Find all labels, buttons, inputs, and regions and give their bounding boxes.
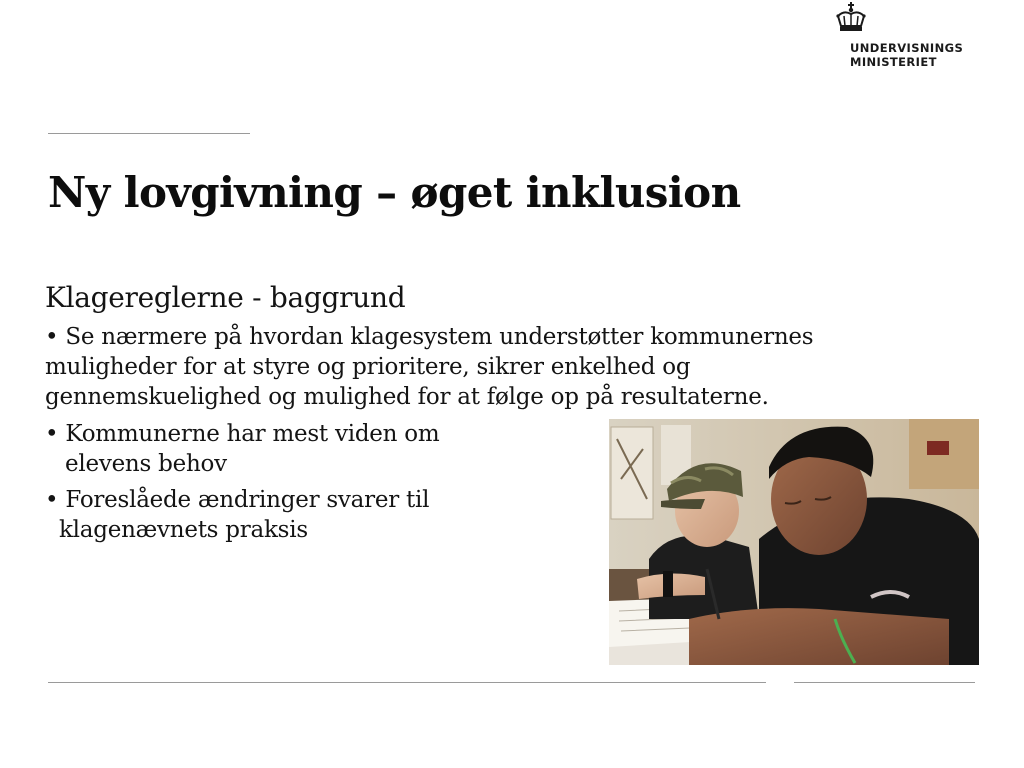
slide-subheading: Klagereglerne - baggrund xyxy=(45,281,406,314)
bullet-item xyxy=(45,419,439,479)
bullet-item xyxy=(45,485,429,545)
bullet-item xyxy=(45,322,905,412)
photo-illustration xyxy=(609,419,979,665)
bullet-line: gennemskuelighed og mulighed for at følge op på resultaterne. xyxy=(45,384,769,410)
bullet-line: klagenævnets praksis xyxy=(59,517,308,543)
logo-wordmark xyxy=(850,41,963,69)
ministry-logo xyxy=(832,2,992,72)
logo-line-1: UNDERVISNINGS xyxy=(850,41,964,55)
bullet-line: • Se nærmere på hvordan klagesystem understøtter kommunernes xyxy=(45,324,814,350)
royal-crown-icon xyxy=(834,2,868,34)
slide-title: Ny lovgivning – øget inklusion xyxy=(48,168,741,217)
bullet-line: • Kommunerne har mest viden om xyxy=(45,421,440,447)
bullet-line: muligheder for at styre og prioritere, sikrer enkelhed og xyxy=(45,354,691,380)
bottom-divider-left xyxy=(48,682,766,683)
top-divider xyxy=(48,133,250,134)
bottom-divider-right xyxy=(794,682,975,683)
bullet-line: • Foreslåede ændringer svarer til xyxy=(45,487,430,513)
students-writing-photo xyxy=(609,419,979,665)
logo-line-2: MINISTERIET xyxy=(850,55,937,69)
bullet-line: elevens behov xyxy=(65,451,227,477)
